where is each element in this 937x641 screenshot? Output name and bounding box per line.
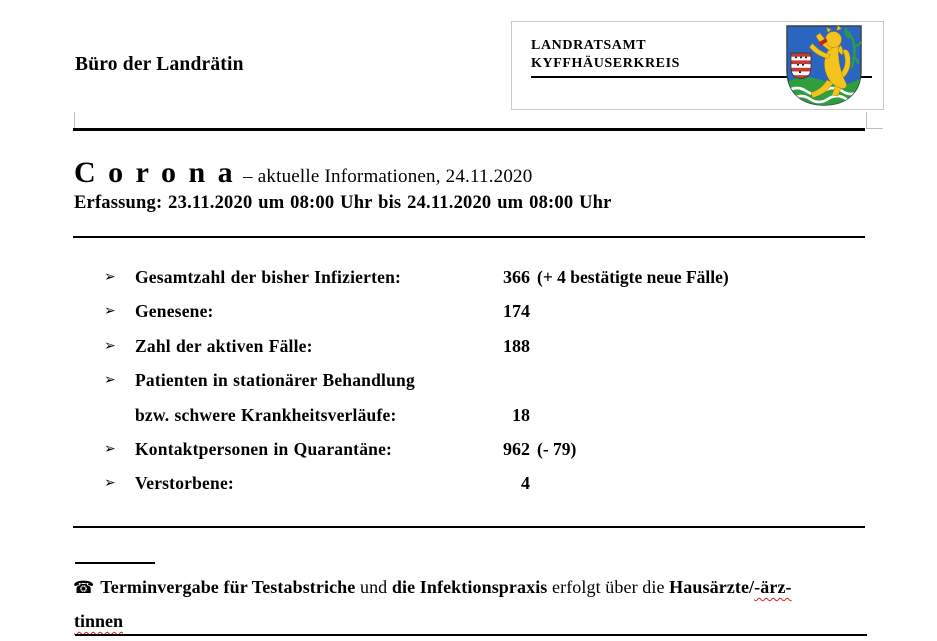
footer-line2: tinnen: [74, 611, 124, 631]
stat-value: 188: [503, 335, 530, 356]
stat-value: 174: [503, 301, 530, 322]
arrow-bullet-icon: ➢: [104, 475, 116, 492]
frame-tick-left: [74, 112, 75, 129]
stat-note: (- 79): [537, 439, 577, 459]
stat-label: Verstorbene:: [135, 473, 234, 494]
telephone-icon: ☎: [73, 578, 95, 598]
stat-label: Genesene:: [135, 301, 214, 322]
stat-value: 4: [521, 473, 530, 494]
stat-note: (+ 4 bestätigte neue Fälle): [537, 267, 729, 287]
bottom-rule: [75, 634, 867, 636]
title-row: [74, 156, 532, 195]
stat-label: Kontaktpersonen in Quarantäne:: [135, 439, 393, 459]
coat-of-arms-logo: [786, 25, 862, 106]
stat-value: 962: [503, 439, 530, 459]
office-name: Büro der Landrätin: [75, 54, 244, 75]
arrow-bullet-icon: ➢: [104, 372, 116, 389]
capture-period: Erfassung: 23.11.2020 um 08:00 Uhr bis 24.11.2020 um 08:00 Uhr: [74, 193, 612, 213]
arrow-bullet-icon: ➢: [104, 337, 116, 354]
title-subtitle: – aktuelle Informationen, 24.11.2020: [243, 166, 533, 187]
arrow-bullet-icon: ➢: [104, 269, 116, 285]
footnote-rule: [75, 562, 155, 564]
small-striped-shield: [791, 53, 811, 79]
frame-tick-right: [866, 112, 867, 128]
footer-text: und: [355, 577, 392, 597]
frame-tick-right-horizontal: [866, 128, 883, 129]
footer-text: Terminvergabe für Testabstriche: [100, 577, 356, 597]
header-rule: [73, 128, 865, 131]
stat-label: Patienten in stationärer Behandlung: [135, 370, 415, 391]
stat-row: [0, 265, 937, 291]
footer-text: erfolgt über die: [547, 577, 670, 597]
stat-row: [0, 437, 937, 463]
arrow-bullet-icon: ➢: [104, 303, 116, 320]
stat-row: [0, 299, 937, 325]
spellcheck-flagged-text: -ärz-: [754, 577, 792, 597]
stat-row: [0, 334, 937, 360]
stat-label: Gesamtzahl der bisher Infizierten:: [135, 267, 402, 287]
org-name-line2: KYFFHÄUSERKREIS: [531, 55, 681, 71]
stat-row: [0, 403, 937, 429]
stat-label: Zahl der aktiven Fälle:: [135, 335, 313, 356]
stat-label: bzw. schwere Krankheitsverläufe:: [135, 404, 397, 425]
arrow-bullet-icon: ➢: [104, 441, 116, 457]
title-rule: [73, 236, 865, 238]
footer-line1: [73, 577, 792, 598]
stat-row: [0, 368, 937, 394]
footer-text: die Infektionspraxis: [391, 577, 548, 597]
stat-value: 366: [503, 267, 530, 287]
org-name: [531, 37, 680, 72]
org-name-line1: LANDRATSAMT: [531, 38, 647, 53]
footer-text: Hausärzte/: [669, 577, 755, 597]
stat-row: [0, 471, 937, 497]
mid-rule: [73, 526, 865, 528]
letterhead-box: [511, 21, 884, 110]
document-title: C o r o n a: [74, 156, 236, 189]
stat-value: 18: [512, 404, 530, 425]
